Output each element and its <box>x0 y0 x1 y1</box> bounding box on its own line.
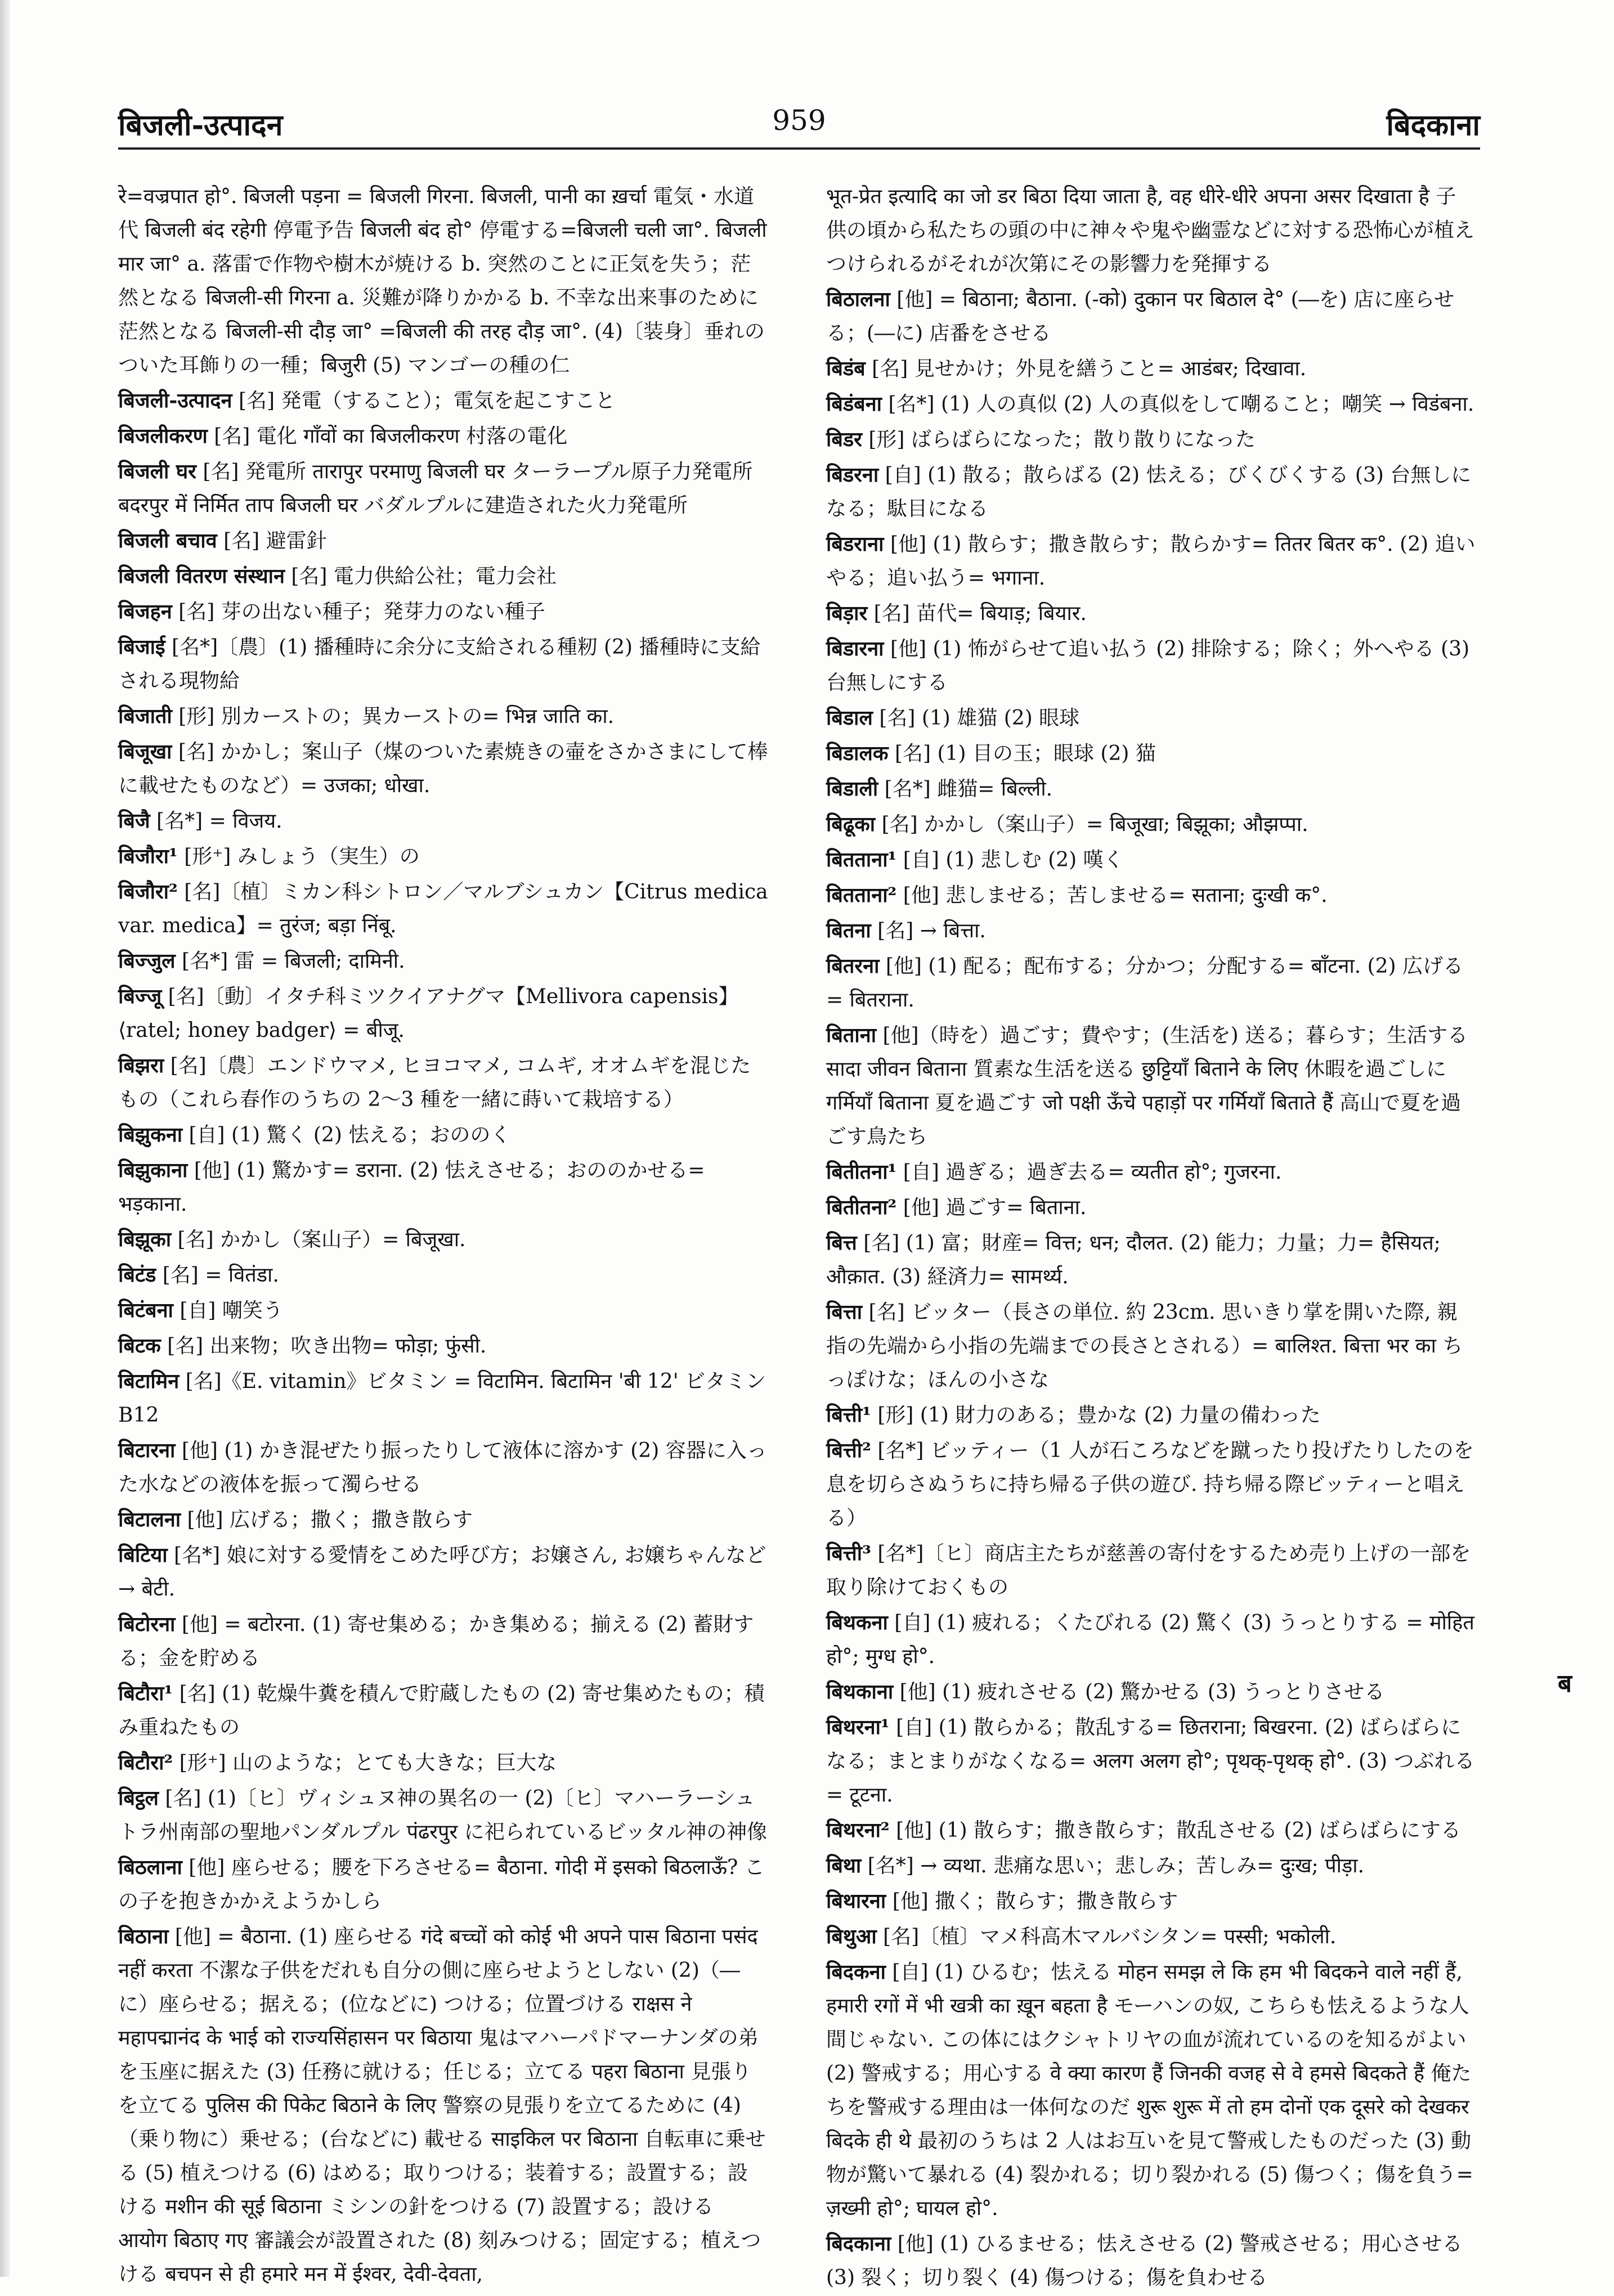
headword: बिटंड <box>118 1263 156 1287</box>
headword: बिट्ठल <box>118 1786 159 1810</box>
headword: बित्ती² <box>826 1439 871 1462</box>
headword: बिदकना <box>826 1960 886 1984</box>
headword: बिजली-उत्पादन <box>118 389 232 412</box>
right-column <box>826 180 1476 2296</box>
headword: बिजहन <box>118 600 172 623</box>
definition-text: [名*] 娘に対する愛情をこめた呼び方；お嬢さん, お嬢ちゃんなど→ बेटी. <box>118 1544 766 1601</box>
definition-text: [名] 苗代= बियाड़; बियार. <box>873 602 1087 625</box>
dictionary-entry <box>118 419 768 453</box>
definition-text: [他] (1) ひるませる；怯えさせる (2) 警戒させる；用心させる (3) 裂く；切り裂く (4) 傷つける；傷を負わせる <box>826 2232 1463 2289</box>
headword: बिटारना <box>118 1439 176 1462</box>
dictionary-entry <box>826 180 1476 281</box>
headword: बिज्जू <box>118 985 162 1008</box>
dictionary-entry <box>826 772 1476 806</box>
page-number: 959 <box>772 104 826 137</box>
dictionary-entry <box>826 1226 1476 1294</box>
definition-text: [名] = वितंडा. <box>162 1264 279 1287</box>
headword: बिढूका <box>826 812 876 836</box>
definition-text: [形] 別カーストの；異カーストの= भिन्न जाति का. <box>178 705 615 728</box>
dictionary-entry <box>118 839 768 874</box>
dictionary-entry <box>826 878 1476 913</box>
headword: बिडर <box>826 428 862 451</box>
dictionary-entry <box>118 384 768 418</box>
dictionary-entry <box>118 1746 768 1780</box>
headword: बितीतना² <box>826 1196 897 1219</box>
dictionary-entry <box>118 1153 768 1221</box>
dictionary-entry <box>118 1364 768 1432</box>
dictionary-entry <box>118 180 768 383</box>
dictionary-entry <box>826 423 1476 457</box>
left-column <box>118 180 768 2293</box>
dictionary-entry <box>118 1607 768 1675</box>
definition-text: [名]〔農〕エンドウマメ, ヒヨコマメ, コムギ, オオムギを混じたもの（これら春作のうちの 2〜3 種を一緒に蒔いて栽培する） <box>118 1054 751 1111</box>
definition-text: [自] (1) 散らかる；散乱する= छितराना; बिखरना. (2) ばらばらになる；まとまりがなくなる= अलग अलग हो°; पृथक्-पृथक् हो°. (3) つぶれる= टूटना. <box>826 1716 1475 1807</box>
dictionary-entry <box>118 1434 768 1502</box>
headword: बिडालक <box>826 742 889 765</box>
headword: बिटालना <box>118 1508 181 1531</box>
dictionary-entry <box>826 1434 1476 1535</box>
headword: बितना <box>826 919 871 942</box>
definition-text: भूत-प्रेत इत्यादि का जो डर बिठा दिया जाता है, वह धीरे-धीरे अपना असर दिखाता है 子供の頃から私たちの頭の中に神々や鬼や幽霊などに対する恐怖心が植えつけられるがそれが次第にその影響力を発揮する <box>826 185 1475 276</box>
definition-text: [名*] 雌猫= बिल्ली. <box>884 778 1053 801</box>
headword: बितरना <box>826 954 880 978</box>
thumb-index-letter: ब <box>1558 1669 1572 1698</box>
headword: बिडाल <box>826 706 873 730</box>
dictionary-entry <box>826 527 1476 595</box>
dictionary-entry <box>118 979 768 1048</box>
right-guide-word: बिदकाना <box>1386 108 1480 142</box>
headword: बिठालना <box>826 287 890 311</box>
headword: बिथुआ <box>826 1925 877 1948</box>
headword: बिडराना <box>826 532 884 556</box>
definition-text: [名] (1) 雄猫 (2) 眼球 <box>879 707 1080 730</box>
headword: बिटोरना <box>118 1612 176 1636</box>
header-rule <box>118 147 1480 150</box>
definition-text: [他] (1) 疲れさせる (2) 驚かせる (3) うっとりさせる <box>899 1681 1385 1704</box>
dictionary-entry <box>826 701 1476 735</box>
definition-text: [名]〔植〕マメ科高木マルバシタン= पस्सी; भकोली. <box>883 1925 1337 1948</box>
definition-text: [他] 座らせる；腰を下ろさせる= बैठाना. गोदी में इसको बिठलाऊँ? この子を抱きかかえようかしら <box>118 1856 765 1913</box>
dictionary-entry <box>826 949 1476 1017</box>
headword: बितीतना¹ <box>826 1160 897 1184</box>
definition-text: [他] (1) 散らす；撒き散らす；散乱させる (2) ばらばらにする <box>896 1819 1461 1842</box>
headword: बिजूखा <box>118 740 172 763</box>
dictionary-entry <box>826 1536 1476 1605</box>
definition-text: [他] = बटोरना. (1) 寄せ集める；かき集める；揃える (2) 蓄財する；金を貯める <box>118 1613 754 1670</box>
dictionary-entry <box>826 1675 1476 1709</box>
page-header <box>118 104 1480 143</box>
dictionary-entry <box>118 630 768 698</box>
definition-text: [名]〔動〕イタチ科ミツクイアナグマ【Mellivora capensis】⟨ratel; honey badger⟩ = बीजू. <box>118 985 739 1042</box>
definition-text: [自] (1) 悲しむ (2) 嘆く <box>903 848 1124 871</box>
headword: बित्त <box>826 1231 857 1255</box>
definition-text: [名] 避雷針 <box>223 529 327 552</box>
dictionary-entry <box>118 1503 768 1537</box>
headword: बिजली घर <box>118 460 196 483</box>
dictionary-entry <box>118 1258 768 1292</box>
dictionary-entry <box>826 1018 1476 1154</box>
definition-text: [名]〔植〕ミカン科シトロン／マルブシュカン【Citrus medica var. medica】= तुरंज; बड़ा निंबू. <box>118 880 768 937</box>
dictionary-entry <box>826 736 1476 771</box>
headword: बिझूका <box>118 1228 172 1251</box>
definition-text: [形] ばらばらになった；散り散りになった <box>868 428 1256 451</box>
dictionary-entry <box>118 1049 768 1117</box>
dictionary-entry <box>826 352 1476 386</box>
definition-text: [名] かかし；案山子（煤のついた素焼きの壷をさかさまにして棒に載せたものなど）= उजका; धोखा. <box>118 740 768 797</box>
definition-text: [名] (1) 目の玉；眼球 (2) 猫 <box>894 742 1156 765</box>
headword: बिताना <box>826 1023 877 1047</box>
definition-text: [名] → बित्ता. <box>877 919 986 942</box>
headword: बिझुकाना <box>118 1158 188 1182</box>
dictionary-entry <box>118 804 768 838</box>
definition-text: [他]（時を）過ごす；費やす；(生活を) 送る；暮らす；生活する सादा जीवन बिताना 質素な生活を送る छुट्टियाँ बिताने के लिए 休暇を過ごしに गर्मियाँ बिताना 夏を過ごす जो पक्षी ऊँचे पहाड़ों पर गर्मियाँ बिताते हैं 高山で夏を過ごす鳥たち <box>826 1024 1468 1148</box>
headword: बिडरना <box>826 463 879 487</box>
dictionary-entry <box>118 735 768 803</box>
definition-text: [形⁺] みしょう（実生）の <box>184 845 420 868</box>
definition-text: [他] (1) 驚かす= डराना. (2) 怯えさせる；おののかせる= भड़काना. <box>118 1159 705 1216</box>
dictionary-entry <box>118 524 768 558</box>
dictionary-entry <box>118 1223 768 1257</box>
headword: बितताना² <box>826 883 897 907</box>
definition-text: [名] かかし（案山子）= बिजूखा. <box>177 1228 466 1251</box>
definition-text: [名*]〔農〕(1) 播種時に余分に支給される種籾 (2) 播種時に支給される現物給 <box>118 636 761 693</box>
dictionary-entry <box>118 699 768 734</box>
headword: बिझुकना <box>118 1123 183 1147</box>
definition-text: [自] (1) 散る；散らばる (2) 怯える；びくびくする (3) 台無しになる；駄目になる <box>826 464 1472 520</box>
dictionary-entry <box>118 875 768 943</box>
headword: बिथकना <box>826 1611 888 1634</box>
headword: बिटौरा¹ <box>118 1682 173 1705</box>
headword: बिठाना <box>118 1925 169 1948</box>
dictionary-entry <box>826 1710 1476 1812</box>
definition-text: [名] (1) 富；財産= वित्त; धन; दौलत. (2) 能力；力量；力= हैसियत; औक़ात. (3) 経済力= सामर्थ्य. <box>826 1232 1441 1288</box>
definition-text: [形] (1) 財力のある；豊かな (2) 力量の備わった <box>877 1404 1321 1427</box>
headword: बिजौरा¹ <box>118 844 178 868</box>
dictionary-entry <box>826 1606 1476 1674</box>
headword: बितताना¹ <box>826 848 897 871</box>
dictionary-entry <box>118 1850 768 1918</box>
headword: बिझरा <box>118 1054 164 1077</box>
definition-text: [名] (1) 乾燥牛糞を積んで貯蔵したもの (2) 寄せ集めたもの；積み重ねたもの <box>118 1682 765 1739</box>
definition-text: [自] (1) 驚く (2) 怯える；おののく <box>189 1124 511 1147</box>
definition-text: [他] 過ごす= बिताना. <box>903 1196 1087 1219</box>
dictionary-entry <box>826 1920 1476 1954</box>
dictionary-entry <box>118 944 768 978</box>
dictionary-entry <box>826 1398 1476 1432</box>
headword: बिदकाना <box>826 2232 891 2255</box>
dictionary-entry <box>826 282 1476 351</box>
headword: बिटंबना <box>118 1298 173 1322</box>
dictionary-entry <box>826 596 1476 631</box>
definition-text: [名] 電力供給公社；電力会社 <box>291 565 557 588</box>
dictionary-entry <box>826 1884 1476 1918</box>
dictionary-entry <box>826 1813 1476 1848</box>
headword: बिड़ार <box>826 601 868 625</box>
definition-text: [名*] 雷 = बिजली; दामिनी. <box>182 950 405 973</box>
definition-text: [名] 発電（すること）；電気を起こすこと <box>238 389 616 412</box>
headword: बिथरना² <box>826 1818 890 1842</box>
definition-text: [自] 過ぎる；過ぎ去る= व्यतीत हो°; गुजरना. <box>903 1161 1282 1184</box>
dictionary-entry <box>118 455 768 523</box>
definition-text: [名] (1)〔ヒ〕ヴィシュヌ神の異名の一 (2)〔ヒ〕マハーラーシュトラ州南部の聖地パンダルプル पंढरपुर に祀られているビッタル神の神像 <box>118 1787 768 1844</box>
definition-text: [名] 芽の出ない種子；発芽力のない種子 <box>178 600 545 623</box>
definition-text: [他] 悲しませる；苦しませる= सताना; दुःखी क°. <box>903 884 1328 907</box>
definition-text: [名*]〔ヒ〕商店主たちが慈善の寄付をするため売り上げの一部を取り除けておくもの <box>826 1542 1471 1599</box>
definition-text: [他] (1) かき混ぜたり振ったりして液体に溶かす (2) 容器に入った水などの液体を振って濁らせる <box>118 1439 767 1496</box>
dictionary-entry <box>826 1295 1476 1397</box>
definition-text: [名] 発電所 तारापुर परमाणु बिजली घर ターラープル原子力発電所 बदरपुर में निर्मित ताप बिजली घर バダルプルに建造された火力発電所 <box>118 460 753 517</box>
dictionary-entry <box>826 387 1476 421</box>
headword: बिजली बचाव <box>118 529 217 552</box>
headword: बिजौरा² <box>118 880 178 904</box>
headword: बित्ती³ <box>826 1542 871 1565</box>
headword: बिथरना¹ <box>826 1715 890 1739</box>
definition-text: [他] (1) 怖がらせて追い払う (2) 排除する；除く；外へやる (3) 台無しにする <box>826 637 1470 694</box>
headword: बिजली वितरण संस्थान <box>118 564 285 588</box>
headword: बिथारना <box>826 1889 886 1913</box>
headword: बिटौरा² <box>118 1751 173 1774</box>
dictionary-entry <box>826 2227 1476 2295</box>
dictionary-entry <box>118 1920 768 2291</box>
dictionary-entry <box>826 458 1476 526</box>
definition-text: [他] 撒く；散らす；撒き散らす <box>892 1890 1178 1913</box>
definition-text: [名] ビッター（長さの単位. 約 23cm. 思いきり掌を開いた際, 親指の先端から小指の先端までの長さとされる）= बालिश्त. बित्ता भर का ちっぽけな；ほんの小さな <box>826 1301 1463 1391</box>
definition-text: [名*] → व्यथा. 悲痛な思い；悲しみ；苦しみ= दुःख; पीड़ा. <box>867 1854 1365 1877</box>
definition-text: [他] = बिठाना; बैठाना. (-को) दुकान पर बिठाल दे° (―を) 店に座らせる；(―に) 店番をさせる <box>826 288 1455 345</box>
dictionary-entry <box>826 807 1476 842</box>
dictionary-entry <box>118 1677 768 1745</box>
dictionary-entry <box>118 1293 768 1328</box>
dictionary-entry <box>826 843 1476 877</box>
headword: बिज्जुल <box>118 949 176 973</box>
headword: बिठलाना <box>118 1855 182 1879</box>
definition-text: [自] (1) ひるむ；怯える मोहन समझ ले कि हम भी बिदकने वाले नहीं हैं, हमारी रगों में भी खत्री का ख़ून बहता है モーハンの奴, こちらも怯えるような人間じゃない. この体にはクシャトリヤの血が流れているのを知るがよい (2) 警戒する；用心する वे क्या कारण हैं जिनकी वजह से वे हमसे बिदकते हैं 俺たちを警戒する理由は一体何なのだ शुरू शुरू में तो हम दोनों एक दूसरे को देखकर बिदके ही थे 最初のうちは 2 人はお互いを見て警戒したものだった (3) 動物が驚いて暴れる (4) 裂かれる；切り裂かれる (5) 傷つく；傷を負う= ज़ख्मी हो°; घायल हो°. <box>826 1961 1473 2220</box>
headword: बिडंब <box>826 357 866 380</box>
dictionary-entry <box>826 632 1476 700</box>
headword: बिटक <box>118 1334 161 1358</box>
definition-text: [他] (1) 配る；配布する；分かつ；分配する= बाँटना. (2) 広げる= बितराना. <box>826 955 1464 1012</box>
definition-text: [名*] (1) 人の真似 (2) 人の真似をして嘲ること；嘲笑 → विडंबना. <box>888 393 1474 416</box>
definition-text: [他] 広げる；撒く；撒き散らす <box>187 1508 473 1531</box>
dictionary-entry <box>118 1118 768 1152</box>
headword: बिजै <box>118 809 150 833</box>
headword: बिजाई <box>118 635 165 659</box>
dictionary-entry <box>826 914 1476 948</box>
dictionary-entry <box>826 1849 1476 1883</box>
definition-text: [名] 見せかけ；外見を繕うこと= आडंबर; दिखावा. <box>872 357 1307 380</box>
dictionary-entry <box>118 559 768 594</box>
headword: बित्ता <box>826 1300 863 1324</box>
headword: बिजाती <box>118 704 172 728</box>
definition-text: [形⁺] 山のような；とても大きな；巨大な <box>179 1751 557 1774</box>
definition-text: [名] かかし（案山子）= बिजूखा; बिझूका; औझप्पा. <box>881 813 1308 836</box>
headword: बिटामिन <box>118 1369 180 1393</box>
definition-text: रे=वज्रपात हो°. बिजली पड़ना = बिजली गिरना. बिजली, पानी का ख़र्चा 電気・水道代 बिजली बंद रहेगी 停電予告 बिजली बंद हो° 停電する=बिजली चली जा°. बिजली मार जा° a. 落雷で作物や樹木が焼ける b. 突然のことに正気を失う；茫然となる बिजली-सी गिरना a. 災難が降りかかる b. 不幸な出来事のために茫然となる बिजली-सी दौड़ जा° =बिजली की तरह दौड़ जा°. (4)〔装身〕垂れのついた耳飾りの一種；बिजुरी (5) マンゴーの種の仁 <box>118 185 767 377</box>
headword: बित्ती¹ <box>826 1403 871 1427</box>
definition-text: [他] (1) 散らす；撒き散らす；散らかす= तितर बितर क°. (2) 追いやる；追い払う= भगाना. <box>826 533 1476 590</box>
definition-text: [名] 出来物；吹き出物= फोड़ा; फुंसी. <box>167 1335 487 1358</box>
headword: बिडाली <box>826 777 878 801</box>
definition-text: [名]《E. vitamin》ビタミン = विटामिन. बिटामिन 'बी 12' ビタミン B12 <box>118 1370 766 1427</box>
headword: बिडारना <box>826 637 884 661</box>
definition-text: [名] 電化 गाँवों का बिजलीकरण 村落の電化 <box>214 425 568 448</box>
definition-text: [他] = बैठाना. (1) 座らせる गंदे बच्चों को कोई भी अपने पास बिठाना पसंद नहीं करता 不潔な子供をだれも自分の側に座らせようとしない (2)（―に）座らせる；据える；(位などに) つける；位置づける राक्षस ने महापद्मानंद के भाई को राज्यसिंहासन पर बिठाया 鬼はマハーパドマーナンダの弟を玉座に据えた (3) 任務に就ける；任じる；立てる पहरा बिठाना 見張りを立てる पुलिस की पिकेट बिठाने के लिए 警察の見張りを立てるために (4)（乗り物に）乗せる；(台などに) 載せる साइकिल पर बिठाना 自転車に乗せる (5) 植えつける (6) はめる；取りつける；装着する；設置する；設ける मशीन की सूई बिठाना ミシンの針をつける (7) 設置する；設ける आयोग बिठाए गए 審議会が設置された (8) 刻みつける；固定する；植えつける बचपन से ही हमारे मन में ईश्वर, देवी-देवता, <box>118 1925 766 2286</box>
dictionary-entry <box>118 595 768 629</box>
left-guide-word: बिजली-उत्पादन <box>118 108 283 142</box>
page-edge-shadow <box>0 0 10 2277</box>
dictionary-entry <box>118 1538 768 1606</box>
headword: बिडंबना <box>826 392 882 416</box>
dictionary-entry <box>826 1190 1476 1225</box>
definition-text: [名*] = विजय. <box>156 810 283 833</box>
definition-text: [名*] ビッティー（1 人が石ころなどを蹴ったり投げたりしたのを息を切らさぬうちに持ち帰る子供の遊び. 持ち帰る際ビッティーと唱える） <box>826 1439 1474 1530</box>
dictionary-entry <box>826 1155 1476 1189</box>
headword: बिथकाना <box>826 1680 894 1704</box>
dictionary-entry <box>118 1781 768 1849</box>
dictionary-entry <box>826 1955 1476 2226</box>
definition-text: [自] (1) 疲れる；くたびれる (2) 驚く (3) うっとりする = मोहित हो°; मुग्ध हो°. <box>826 1611 1474 1668</box>
headword: बिजलीकरण <box>118 424 208 448</box>
definition-text: [自] 嘲笑う <box>180 1299 283 1322</box>
headword: बिटिया <box>118 1543 168 1567</box>
dictionary-entry <box>118 1329 768 1363</box>
headword: बिथा <box>826 1854 862 1877</box>
